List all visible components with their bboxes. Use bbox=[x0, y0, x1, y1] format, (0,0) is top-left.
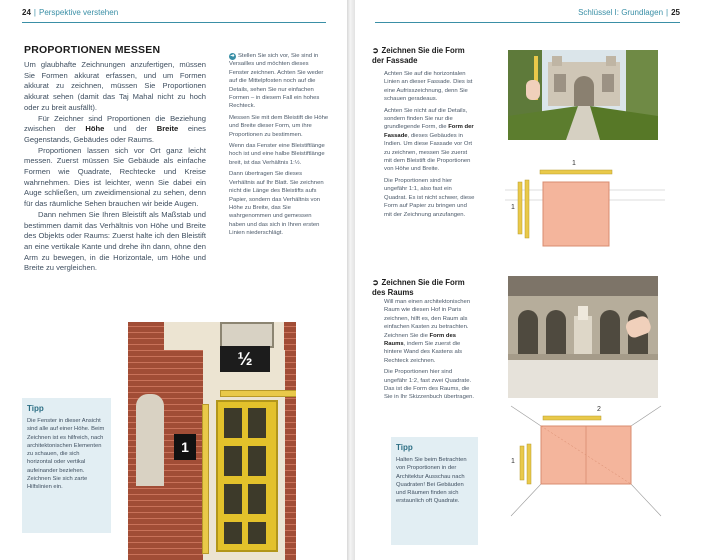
side-note: Dann übertragen Sie dieses Verhältnis auf Ihr Blatt. Sie zeichnen nicht die Länge des Bleistifts aufs Papier, sondern das Verhältnis von Höhe zu Breite, das Sie wahrgenommen und gemessen haben und das sich in Ihren ersten Linien niederschlägt. bbox=[229, 171, 324, 237]
left-page-number: 24 bbox=[22, 8, 31, 17]
bold-term: Form der Fassade bbox=[384, 124, 474, 139]
diagram-label: 1 bbox=[572, 160, 576, 167]
left-running-title: Perspektive verstehen bbox=[38, 8, 119, 17]
left-header-rule bbox=[22, 22, 326, 23]
right-running-head: Schlüssel I: Grundlagen | 25 bbox=[578, 8, 680, 17]
half-label: ½ bbox=[220, 346, 270, 372]
palace-illustration bbox=[508, 50, 658, 140]
bold-term: Breite bbox=[156, 124, 179, 134]
step2-heading: ➲ Zeichnen Sie die Form des Raums bbox=[372, 278, 465, 297]
arrow-icon: ➲ bbox=[372, 46, 379, 55]
tip-title: Tipp bbox=[27, 404, 44, 413]
tip-box-left bbox=[22, 398, 111, 533]
left-page bbox=[0, 0, 347, 560]
room-diagram bbox=[505, 404, 665, 524]
main-window bbox=[216, 400, 278, 552]
body-paragraph: Dann nehmen Sie Ihren Bleistift als Maßstab und bestimmen damit das Verhältnis von Höhe und Breite des Objekts oder Raums: Zuerst halte ich den Bleistift an eine vertikale Kante und drehe ihn dann, ohne den Arm zu bewegen, in die Horizontale, um Höhe und Breite zu vergleichen. bbox=[24, 209, 206, 273]
step2-text bbox=[384, 298, 476, 405]
side-note: Messen Sie mit dem Bleistift die Höhe und Breite dieser Form, um ihre Proportionen zu bestimmen. bbox=[229, 114, 329, 138]
tip-title: Tipp bbox=[396, 443, 413, 452]
right-running-title: Schlüssel I: Grundlagen bbox=[578, 8, 664, 17]
bold-term: Form des Raums bbox=[384, 332, 457, 348]
left-running-head: 24 | Perspektive verstehen bbox=[22, 8, 119, 17]
body-paragraph-2: Für Zeichner sind Proportionen die Beziehung zwischen der Höhe und der Breite eines Gegenstands, Gebäudes oder Raums. bbox=[24, 113, 206, 144]
palace-photo bbox=[508, 50, 658, 140]
step-paragraph: Achten Sie auf die horizontalen Linien an dieser Fassade. Dies ist eine Aufrisszeichnung, denn Sie schauen geradeaus. bbox=[384, 71, 473, 103]
side-note: ➜ Stellen Sie sich vor, Sie sind in Versailles und möchten dieses Fenster zeichnen. Achten Sie weder auf die Mittelpfosten noch auf die Details, sehen Sie nur einfachen Formen – in diesem Fall ein hohes Rechteck. bbox=[229, 53, 324, 110]
courtyard-photo bbox=[508, 276, 658, 398]
section-title: PROPORTIONEN MESSEN bbox=[24, 44, 161, 56]
side-notes bbox=[229, 52, 329, 241]
step1-text bbox=[384, 70, 476, 222]
window-facade-photo bbox=[128, 322, 296, 560]
tip-body: Die Fenster in dieser Ansicht sind alle auf einer Höhe. Beim Zeichnen ist es hilfreich, nach architektonischen Elementen zu schauen, die sich horizontal oder vertikal aufeinander beziehen. Zeichnen Sie sich zarte Hilfslinien ein. bbox=[27, 418, 105, 491]
facade-diagram bbox=[505, 160, 665, 260]
step-paragraph: Will man einen architektonischen Raum wie diesen Hof in Paris zeichnen, hilft es, den Raum als einfachen Kasten zu betrachten. Zeichnen Sie die Form des Raums, indem Sie zuerst die hintere Wand des Kastens als Rechteck zeichnen. bbox=[384, 299, 471, 364]
diagram-label: 1 bbox=[511, 458, 515, 465]
one-label: 1 bbox=[174, 434, 196, 460]
horizontal-pencil bbox=[220, 390, 296, 397]
room-box-diagram bbox=[505, 404, 665, 524]
step-paragraph: Achten Sie nicht auf die Details, sondern finden Sie nur die grundlegende Form, die Form der Fassade, dieses Gebäudes in Indien. Um diese Fassade vor Ort zu zeichnen, messen Sie zuerst mit dem Bleistift die Proportionen von Höhe und Breite. bbox=[384, 107, 474, 173]
statue-niche bbox=[136, 394, 164, 486]
diagram-label: 2 bbox=[597, 406, 601, 413]
upper-window bbox=[220, 322, 274, 348]
diagram-label: 1 bbox=[511, 204, 515, 211]
vertical-pencil bbox=[202, 404, 209, 554]
book-gutter bbox=[347, 0, 355, 560]
courtyard-illustration bbox=[508, 276, 658, 398]
side-note: Wenn das Fenster eine Bleistiftlänge hoch ist und eine halbe Bleistiftlänge breit, ist das Verhältnis 1:½. bbox=[229, 143, 325, 166]
main-body-text bbox=[24, 60, 206, 274]
right-page bbox=[355, 0, 702, 560]
right-page-number: 25 bbox=[671, 8, 680, 17]
bold-term: Höhe bbox=[85, 124, 105, 134]
facade-square-diagram bbox=[505, 160, 665, 260]
body-paragraph: Um glaubhafte Zeichnungen anzufertigen, müssen Sie Formen akkurat erfassen, und um Formen akkurat zu zeichnen, müssen Sie Proportionen akkurat sehen (damit das Taj Mahal nicht zu hoch oder zu breit ausfällt). bbox=[24, 60, 206, 112]
arrow-icon: ➲ bbox=[372, 278, 379, 287]
right-header-rule bbox=[375, 22, 680, 23]
tip-box-right bbox=[391, 437, 478, 545]
body-paragraph: Proportionen lassen sich vor Ort ganz leicht messen. Zuerst müssen Sie Gebäude als einfache Formen wie Quadrate, Rechtecke und Kreise wahrnehmen. Dies ist leichter, wenn Sie dabei ein Auge schließen, um zweidimensional zu sehen, denn für das räumliche Sehen brauchen wir beide Augen. bbox=[24, 145, 206, 209]
step-paragraph: Die Proportionen sind hier ungefähr 1:1, also fast ein Quadrat. Es ist nicht schwer, diese Form auf Papier zu bringen und mit der Zeichnung anzufangen. bbox=[384, 177, 475, 218]
step-arrow-icon: ➜ bbox=[230, 53, 235, 59]
step1-heading: ➲ Zeichnen Sie die Form der Fassade bbox=[372, 46, 465, 65]
step-paragraph: Die Proportionen hier sind ungefähr 1:2, fast zwei Quadrate. Das ist die Form des Raums, die Sie in Ihr Skizzenbuch übertragen. bbox=[384, 369, 475, 401]
tip-body: Halten Sie beim Betrachten von Proportionen in der Architektur Ausschau nach Quadraten! Bei Gebäuden und Räumen finden sich erstaunlich oft Quadrate. bbox=[396, 457, 467, 505]
